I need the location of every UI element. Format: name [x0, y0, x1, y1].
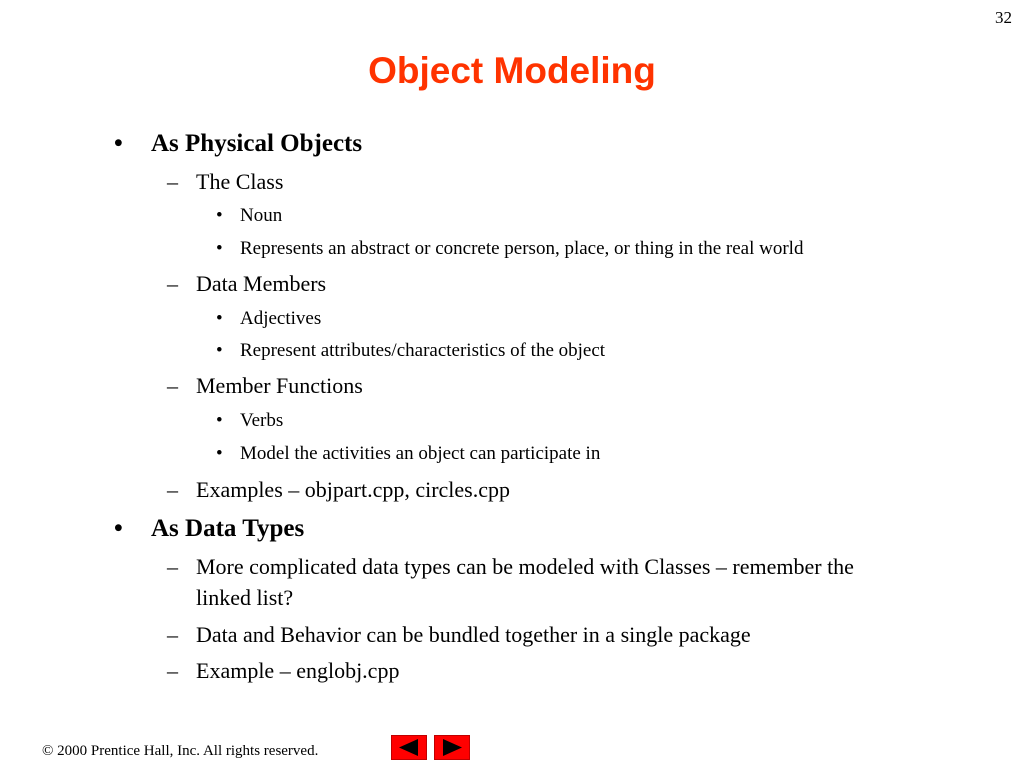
- sub-the-class: The Class: [196, 169, 284, 194]
- bullet-marker: •: [114, 130, 123, 157]
- dash-marker: –: [167, 271, 178, 296]
- sub-more-complicated-line2: linked list?: [196, 585, 294, 610]
- item-model-activities: Model the activities an object can participate in: [240, 443, 601, 464]
- sub-member-functions: Member Functions: [196, 373, 363, 398]
- bullet-marker: •: [216, 410, 223, 431]
- dash-marker: –: [167, 658, 178, 683]
- sub-more-complicated-line1: More complicated data types can be modeled with Classes – remember the: [196, 554, 854, 579]
- bullet-as-physical-objects: As Physical Objects: [151, 130, 363, 157]
- sub-example-englobj: Example – englobj.cpp: [196, 658, 400, 683]
- bullet-as-data-types: As Data Types: [151, 515, 305, 542]
- item-verbs: Verbs: [240, 410, 284, 431]
- dash-marker: –: [167, 373, 178, 398]
- bullet-marker: •: [216, 238, 223, 259]
- bullet-marker: •: [114, 515, 123, 542]
- dash-marker: –: [167, 554, 178, 579]
- sub-data-and-behavior: Data and Behavior can be bundled together in a single package: [196, 622, 751, 647]
- bullet-marker: •: [216, 205, 223, 226]
- page-number: 32: [995, 8, 1012, 27]
- previous-slide-button[interactable]: [391, 735, 427, 760]
- item-represents: Represents an abstract or concrete person, place, or thing in the real world: [240, 238, 804, 259]
- item-adjectives: Adjectives: [240, 308, 322, 329]
- item-represent-attributes: Represent attributes/characteristics of the object: [240, 340, 606, 361]
- copyright-symbol: ©: [42, 743, 54, 759]
- dash-marker: –: [167, 622, 178, 647]
- left-arrow-icon: [392, 736, 426, 759]
- bullet-marker: •: [216, 308, 223, 329]
- next-slide-button[interactable]: [434, 735, 470, 760]
- dash-marker: –: [167, 477, 178, 502]
- slide-title: Object Modeling: [368, 50, 656, 91]
- sub-data-members: Data Members: [196, 271, 327, 296]
- bullet-marker: •: [216, 443, 223, 464]
- item-noun: Noun: [240, 205, 283, 226]
- sub-examples: Examples – objpart.cpp, circles.cpp: [196, 477, 511, 502]
- bullet-marker: •: [216, 340, 223, 361]
- copyright-text: 2000 Prentice Hall, Inc. All rights reserved.: [53, 743, 319, 759]
- footer-copyright: [42, 743, 318, 760]
- right-arrow-icon: [435, 736, 469, 759]
- dash-marker: –: [167, 169, 178, 194]
